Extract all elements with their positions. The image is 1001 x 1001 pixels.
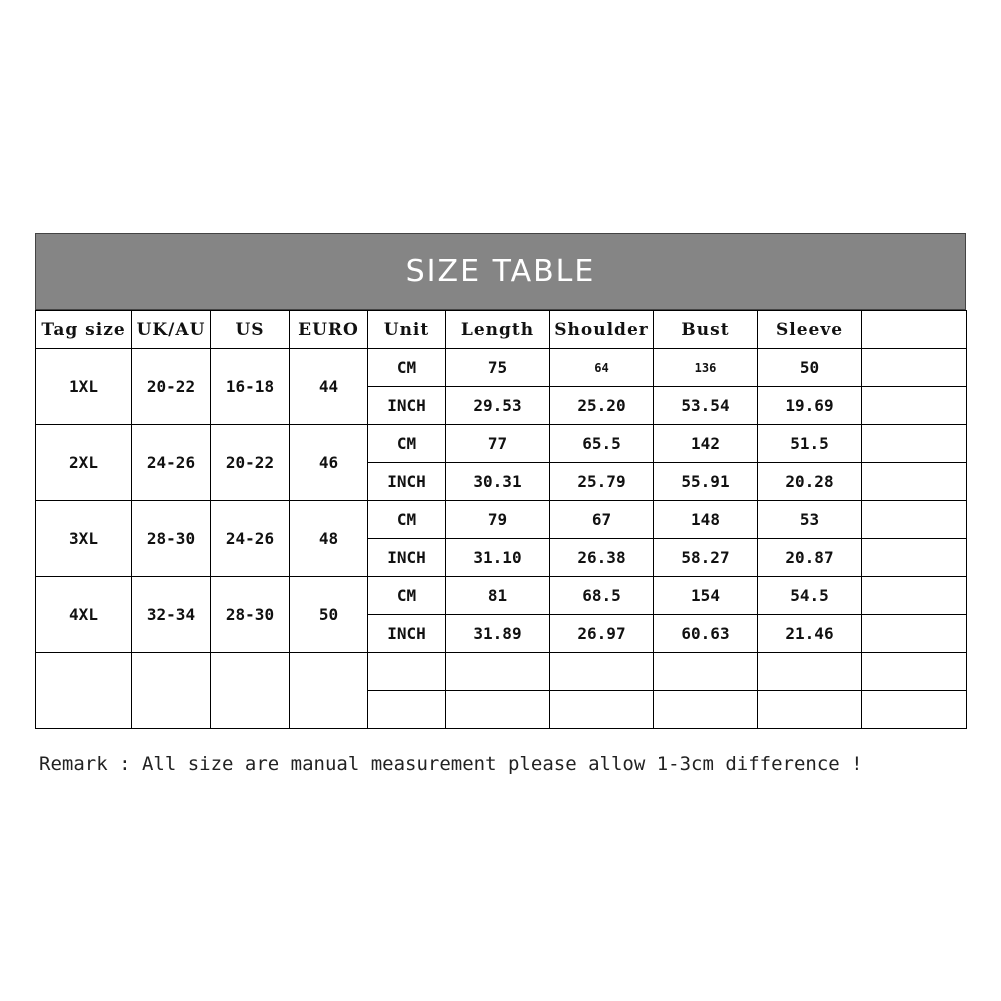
length-cell: 31.89 [446, 615, 550, 653]
tag-size-cell: 3XL [36, 501, 132, 577]
sleeve-cell: 53 [758, 501, 862, 539]
empty-cell [862, 425, 967, 463]
empty-cell [550, 653, 654, 691]
bust-cell: 53.54 [654, 387, 758, 425]
sleeve-cell: 54.5 [758, 577, 862, 615]
empty-cell [446, 653, 550, 691]
size-table [35, 310, 967, 729]
unit-cell: INCH [368, 387, 446, 425]
uk-au-cell: 20-22 [132, 349, 211, 425]
unit-cell: INCH [368, 615, 446, 653]
shoulder-cell: 25.20 [550, 387, 654, 425]
sleeve-cell: 21.46 [758, 615, 862, 653]
us-cell: 24-26 [211, 501, 290, 577]
empty-cell [862, 539, 967, 577]
euro-cell: 46 [290, 425, 368, 501]
header-cell [862, 311, 967, 349]
empty-cell [550, 691, 654, 729]
tag-size-cell: 4XL [36, 577, 132, 653]
empty-cell [862, 349, 967, 387]
euro-cell: 50 [290, 577, 368, 653]
shoulder-cell: 26.97 [550, 615, 654, 653]
header-cell: UK/AU [132, 311, 211, 349]
unit-cell: CM [368, 501, 446, 539]
sleeve-cell: 20.87 [758, 539, 862, 577]
length-cell: 77 [446, 425, 550, 463]
euro-cell: 44 [290, 349, 368, 425]
sleeve-cell: 20.28 [758, 463, 862, 501]
empty-cell [446, 691, 550, 729]
table-row [36, 425, 967, 463]
bust-cell: 154 [654, 577, 758, 615]
empty-cell [862, 577, 967, 615]
empty-cell [368, 653, 446, 691]
uk-au-cell: 24-26 [132, 425, 211, 501]
size-table-container [35, 233, 966, 729]
table-row [36, 349, 967, 387]
shoulder-cell: 68.5 [550, 577, 654, 615]
us-cell: 20-22 [211, 425, 290, 501]
empty-row [36, 653, 967, 691]
empty-cell [862, 653, 967, 691]
empty-cell [862, 387, 967, 425]
empty-cell [758, 653, 862, 691]
length-cell: 29.53 [446, 387, 550, 425]
shoulder-cell: 67 [550, 501, 654, 539]
length-cell: 79 [446, 501, 550, 539]
header-cell: Unit [368, 311, 446, 349]
sleeve-cell: 50 [758, 349, 862, 387]
empty-cell [290, 653, 368, 729]
header-cell: Tag size [36, 311, 132, 349]
empty-cell [862, 501, 967, 539]
euro-cell: 48 [290, 501, 368, 577]
table-row [36, 501, 967, 539]
length-cell: 75 [446, 349, 550, 387]
sleeve-cell: 19.69 [758, 387, 862, 425]
bust-cell: 60.63 [654, 615, 758, 653]
unit-cell: CM [368, 577, 446, 615]
empty-cell [368, 691, 446, 729]
bust-cell: 55.91 [654, 463, 758, 501]
table-title: SIZE TABLE [35, 233, 966, 310]
sleeve-cell: 51.5 [758, 425, 862, 463]
bust-cell: 136 [654, 349, 758, 387]
bust-cell: 58.27 [654, 539, 758, 577]
tag-size-cell: 2XL [36, 425, 132, 501]
empty-cell [862, 691, 967, 729]
empty-cell [36, 653, 132, 729]
shoulder-cell: 65.5 [550, 425, 654, 463]
header-cell: EURO [290, 311, 368, 349]
empty-cell [654, 691, 758, 729]
empty-cell [862, 615, 967, 653]
unit-cell: INCH [368, 539, 446, 577]
empty-cell [211, 653, 290, 729]
shoulder-cell: 26.38 [550, 539, 654, 577]
empty-cell [654, 653, 758, 691]
us-cell: 28-30 [211, 577, 290, 653]
length-cell: 30.31 [446, 463, 550, 501]
empty-cell [862, 463, 967, 501]
length-cell: 31.10 [446, 539, 550, 577]
uk-au-cell: 32-34 [132, 577, 211, 653]
unit-cell: INCH [368, 463, 446, 501]
header-row [36, 311, 967, 349]
bust-cell: 142 [654, 425, 758, 463]
uk-au-cell: 28-30 [132, 501, 211, 577]
length-cell: 81 [446, 577, 550, 615]
unit-cell: CM [368, 425, 446, 463]
table-row [36, 577, 967, 615]
empty-cell [758, 691, 862, 729]
header-cell: Sleeve [758, 311, 862, 349]
header-cell: Bust [654, 311, 758, 349]
tag-size-cell: 1XL [36, 349, 132, 425]
header-cell: US [211, 311, 290, 349]
shoulder-cell: 25.79 [550, 463, 654, 501]
empty-cell [132, 653, 211, 729]
bust-cell: 148 [654, 501, 758, 539]
us-cell: 16-18 [211, 349, 290, 425]
header-cell: Shoulder [550, 311, 654, 349]
shoulder-cell: 64 [550, 349, 654, 387]
unit-cell: CM [368, 349, 446, 387]
remark-text: Remark : All size are manual measurement please allow 1-3cm difference ! [39, 753, 863, 775]
header-cell: Length [446, 311, 550, 349]
